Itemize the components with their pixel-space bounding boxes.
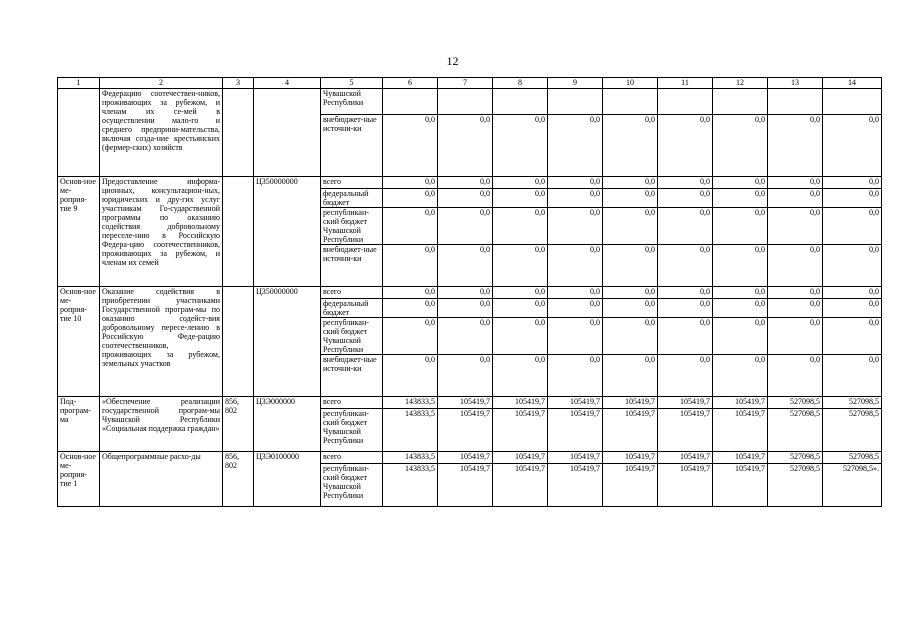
value-cell: 143833,5	[383, 452, 438, 464]
table-row	[58, 177, 882, 189]
value-cell: 0,0	[438, 115, 493, 177]
value-cell: 0,0	[658, 189, 713, 208]
value-cell: 0,0	[493, 177, 548, 189]
value-cell: 105419,7	[493, 409, 548, 452]
value-cell: 0,0	[603, 355, 658, 397]
value-cell: 105419,7	[658, 464, 713, 507]
classification-code-cell: Ц350000000	[254, 287, 321, 397]
funding-source-cell: федеральный бюджет	[321, 189, 383, 208]
value-cell: 0,0	[823, 318, 882, 355]
value-cell: 0,0	[768, 299, 823, 318]
value-cell	[658, 89, 713, 115]
value-cell: 0,0	[768, 189, 823, 208]
value-cell: 0,0	[823, 177, 882, 189]
value-cell: 105419,7	[713, 464, 768, 507]
value-cell	[713, 89, 768, 115]
value-cell: 0,0	[548, 115, 603, 177]
value-cell: 0,0	[438, 245, 493, 287]
value-cell: 0,0	[493, 355, 548, 397]
header-cell: 6	[383, 78, 438, 89]
funding-source-cell: всего	[321, 397, 383, 409]
recipient-code-cell	[223, 287, 254, 397]
value-cell: 105419,7	[603, 409, 658, 452]
value-cell: 0,0	[548, 299, 603, 318]
value-cell: 0,0	[823, 299, 882, 318]
value-cell: 527098,5	[768, 464, 823, 507]
value-cell: 143833,5	[383, 397, 438, 409]
value-cell: 0,0	[548, 318, 603, 355]
value-cell: 0,0	[713, 177, 768, 189]
value-cell: 105419,7	[493, 464, 548, 507]
value-cell: 105419,7	[603, 397, 658, 409]
funding-source-cell: республикан-ский бюджет Чувашской Республики	[321, 464, 383, 507]
value-cell: 105419,7	[493, 397, 548, 409]
value-cell: 0,0	[548, 287, 603, 299]
funding-source-cell: республикан-ский бюджет Чувашской Республики	[321, 409, 383, 452]
funding-source-cell: республикан-ский бюджет Чувашской Республики	[321, 318, 383, 355]
header-cell: 7	[438, 78, 493, 89]
value-cell: 0,0	[383, 299, 438, 318]
value-cell: 105419,7	[658, 409, 713, 452]
value-cell: 0,0	[768, 208, 823, 245]
value-cell: 105419,7	[603, 464, 658, 507]
value-cell: 0,0	[383, 318, 438, 355]
header-cell: 10	[603, 78, 658, 89]
funding-source-cell: всего	[321, 287, 383, 299]
value-cell: 0,0	[658, 177, 713, 189]
funding-source-cell: всего	[321, 452, 383, 464]
value-cell: 0,0	[823, 115, 882, 177]
header-cell: 4	[254, 78, 321, 89]
description-cell: Оказание содействия в приобретении участниками Государственной програм-мы по оказанию содейст-вия добровольному пересе-лению в Российскую Феде-рацию соотечественников, проживающих за рубежом, земельных участков	[100, 287, 223, 397]
value-cell: 0,0	[658, 299, 713, 318]
value-cell: 0,0	[823, 355, 882, 397]
value-cell: 0,0	[658, 245, 713, 287]
value-cell: 0,0	[603, 115, 658, 177]
value-cell: 0,0	[603, 189, 658, 208]
value-cell: 0,0	[603, 299, 658, 318]
funding-source-cell: республикан-ский бюджет Чувашской Республики	[321, 208, 383, 245]
recipient-code-cell: 856, 802	[223, 397, 254, 452]
value-cell: 0,0	[603, 287, 658, 299]
classification-code-cell: Ц3Э000000	[254, 397, 321, 452]
header-row	[58, 78, 882, 89]
value-cell: 0,0	[603, 208, 658, 245]
table-row	[58, 397, 882, 409]
value-cell	[493, 89, 548, 115]
budget-table	[57, 77, 882, 507]
value-cell: 0,0	[438, 355, 493, 397]
value-cell: 105419,7	[548, 409, 603, 452]
value-cell: 0,0	[548, 355, 603, 397]
value-cell: 0,0	[493, 189, 548, 208]
group-label-cell: Основ-ное ме-роприя-тие 9	[58, 177, 100, 287]
value-cell: 0,0	[383, 177, 438, 189]
value-cell: 0,0	[713, 115, 768, 177]
group-label-cell	[58, 89, 100, 177]
value-cell: 0,0	[603, 245, 658, 287]
value-cell: 0,0	[823, 189, 882, 208]
value-cell: 0,0	[603, 318, 658, 355]
value-cell: 0,0	[383, 245, 438, 287]
funding-source-cell: внебюджет-ные источни-ки	[321, 355, 383, 397]
value-cell: 0,0	[823, 208, 882, 245]
value-cell: 0,0	[383, 208, 438, 245]
value-cell: 0,0	[383, 355, 438, 397]
value-cell: 0,0	[383, 287, 438, 299]
value-cell: 527098,5	[823, 409, 882, 452]
description-cell: «Обеспечение реализации государственной програм-мы Чувашской Республики «Социальная поддержка граждан»	[100, 397, 223, 452]
header-cell: 9	[548, 78, 603, 89]
value-cell: 527098,5	[768, 397, 823, 409]
header-cell: 8	[493, 78, 548, 89]
header-cell: 1	[58, 78, 100, 89]
value-cell: 0,0	[658, 287, 713, 299]
funding-source-cell: Чувашской Республики	[321, 89, 383, 115]
description-cell: Общепрограммные расхо-ды	[100, 452, 223, 507]
value-cell: 105419,7	[658, 452, 713, 464]
value-cell: 0,0	[713, 318, 768, 355]
value-cell: 0,0	[438, 177, 493, 189]
header-cell: 12	[713, 78, 768, 89]
value-cell: 0,0	[713, 299, 768, 318]
recipient-code-cell: 856, 802	[223, 452, 254, 507]
table-row	[58, 287, 882, 299]
header-cell: 5	[321, 78, 383, 89]
value-cell: 0,0	[548, 189, 603, 208]
value-cell: 0,0	[493, 299, 548, 318]
value-cell: 105419,7	[438, 397, 493, 409]
funding-source-cell: федеральный бюджет	[321, 299, 383, 318]
value-cell: 527098,5	[768, 409, 823, 452]
value-cell	[603, 89, 658, 115]
classification-code-cell: Ц3Э0100000	[254, 452, 321, 507]
description-cell: Предоставление информа-ционных, консультацион-ных, юридических и дру-гих услуг участникам Го-сударственной программы по оказанию содействия добровольному переселе-нию в Российскую Федера-цию соотечественников, проживающих за рубежом, и членам их семей	[100, 177, 223, 287]
value-cell: 105419,7	[713, 452, 768, 464]
value-cell: 527098,5	[768, 452, 823, 464]
group-label-cell: Основ-ное ме-роприя-тие 10	[58, 287, 100, 397]
value-cell: 0,0	[383, 115, 438, 177]
value-cell	[823, 89, 882, 115]
value-cell: 0,0	[548, 177, 603, 189]
value-cell: 0,0	[548, 245, 603, 287]
classification-code-cell	[254, 89, 321, 177]
value-cell: 0,0	[603, 177, 658, 189]
value-cell: 0,0	[768, 115, 823, 177]
value-cell	[548, 89, 603, 115]
table-row	[58, 89, 882, 115]
value-cell: 0,0	[438, 189, 493, 208]
value-cell: 0,0	[438, 318, 493, 355]
value-cell: 0,0	[493, 318, 548, 355]
value-cell: 0,0	[493, 245, 548, 287]
value-cell: 105419,7	[438, 464, 493, 507]
value-cell	[768, 89, 823, 115]
value-cell: 0,0	[658, 355, 713, 397]
value-cell: 0,0	[438, 287, 493, 299]
value-cell: 0,0	[713, 208, 768, 245]
value-cell: 0,0	[713, 189, 768, 208]
value-cell: 105419,7	[713, 397, 768, 409]
value-cell: 0,0	[768, 318, 823, 355]
group-label-cell: Под-програм-ма	[58, 397, 100, 452]
value-cell: 105419,7	[658, 397, 713, 409]
value-cell: 0,0	[713, 287, 768, 299]
recipient-code-cell	[223, 177, 254, 287]
value-cell: 143833,5	[383, 464, 438, 507]
value-cell: 0,0	[713, 245, 768, 287]
header-cell: 11	[658, 78, 713, 89]
description-cell: Федерацию соотечествен-ников, проживающих за рубежом, и членам их се-мей в осуществлении мало-го и среднего предприни-мательства, включая созда-ние крестьянских (фермер-ских) хозяйств	[100, 89, 223, 177]
value-cell: 0,0	[768, 287, 823, 299]
value-cell: 143833,5	[383, 409, 438, 452]
header-cell: 13	[768, 78, 823, 89]
value-cell: 527098,5».	[823, 464, 882, 507]
value-cell	[438, 89, 493, 115]
value-cell: 105419,7	[603, 452, 658, 464]
table-row	[58, 452, 882, 464]
value-cell: 0,0	[438, 299, 493, 318]
value-cell: 105419,7	[548, 464, 603, 507]
value-cell: 0,0	[658, 318, 713, 355]
value-cell: 0,0	[658, 208, 713, 245]
funding-source-cell: внебюджет-ные источни-ки	[321, 245, 383, 287]
funding-source-cell: внебюджет-ные источни-ки	[321, 115, 383, 177]
value-cell: 105419,7	[548, 397, 603, 409]
value-cell: 0,0	[438, 208, 493, 245]
value-cell: 0,0	[713, 355, 768, 397]
value-cell: 0,0	[493, 115, 548, 177]
value-cell: 105419,7	[438, 452, 493, 464]
header-cell: 14	[823, 78, 882, 89]
value-cell: 105419,7	[713, 409, 768, 452]
header-cell: 2	[100, 78, 223, 89]
group-label-cell: Основ-ное ме-роприя-тие 1	[58, 452, 100, 507]
value-cell: 0,0	[493, 287, 548, 299]
value-cell: 527098,5	[823, 397, 882, 409]
value-cell: 105419,7	[548, 452, 603, 464]
value-cell: 0,0	[548, 208, 603, 245]
value-cell: 105419,7	[493, 452, 548, 464]
value-cell: 0,0	[768, 177, 823, 189]
value-cell: 527098,5	[823, 452, 882, 464]
value-cell: 105419,7	[438, 409, 493, 452]
recipient-code-cell	[223, 89, 254, 177]
value-cell: 0,0	[823, 245, 882, 287]
classification-code-cell: Ц350000000	[254, 177, 321, 287]
funding-source-cell: всего	[321, 177, 383, 189]
value-cell: 0,0	[768, 355, 823, 397]
value-cell: 0,0	[383, 189, 438, 208]
value-cell	[383, 89, 438, 115]
value-cell: 0,0	[768, 245, 823, 287]
value-cell: 0,0	[658, 115, 713, 177]
page-number: 12	[446, 54, 459, 68]
value-cell: 0,0	[493, 208, 548, 245]
header-cell: 3	[223, 78, 254, 89]
value-cell: 0,0	[823, 287, 882, 299]
